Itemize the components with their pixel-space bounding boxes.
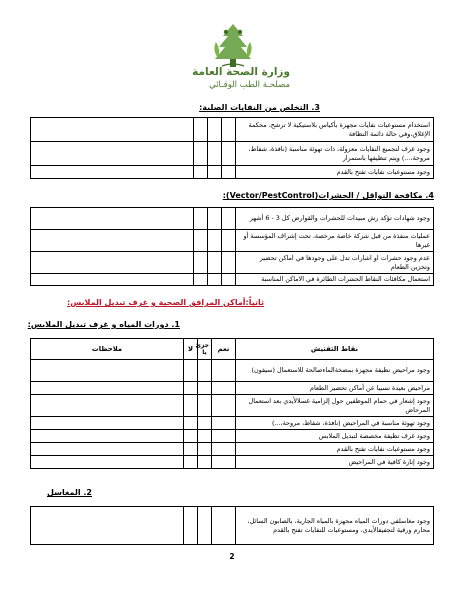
check-cell[interactable] xyxy=(198,395,212,417)
check-cell[interactable] xyxy=(222,252,236,274)
column-header-notes: ملاحظات xyxy=(31,339,184,360)
section-2-heading: 2. المغاسل xyxy=(46,488,92,497)
table-header-row xyxy=(31,339,434,360)
check-cell[interactable] xyxy=(184,395,198,417)
check-cell[interactable] xyxy=(208,208,222,230)
check-cell[interactable] xyxy=(184,456,198,469)
check-cell[interactable] xyxy=(208,252,222,274)
check-cell[interactable] xyxy=(208,274,222,286)
check-cell[interactable] xyxy=(184,417,198,430)
inspection-item: وجود إنارة كافية في المراحيض xyxy=(236,456,434,469)
table-row xyxy=(31,142,434,166)
notes-cell[interactable] xyxy=(31,456,184,469)
table-row xyxy=(31,417,434,430)
table-row xyxy=(31,443,434,456)
table-row xyxy=(31,230,434,252)
notes-cell[interactable] xyxy=(31,430,184,443)
table-row xyxy=(31,208,434,230)
check-cell[interactable] xyxy=(212,507,236,545)
page-number: 2 xyxy=(229,552,235,561)
notes-cell[interactable] xyxy=(31,118,194,142)
part-2-heading: ثانياً:أماكن المرافق الصحية و غرف تبديل الملابس: xyxy=(67,298,264,307)
check-cell[interactable] xyxy=(198,507,212,545)
section-3-heading: 3. التخلص من النفايات الصلبة: xyxy=(199,103,320,112)
notes-cell[interactable] xyxy=(31,507,184,545)
section-1-table xyxy=(30,338,434,469)
inspection-item: وجود مستوعبات نفايات تفتح بالقدم xyxy=(236,443,434,456)
table-row xyxy=(31,360,434,382)
inspection-item: وجود تهوئة مناسبة في المراحيض (نافذة، شفاط، مروحة،...) xyxy=(236,417,434,430)
check-cell[interactable] xyxy=(208,142,222,166)
inspection-item: وجود غرف لتجميع النفايات معزولة، ذات تهوئة مناسبة (نافذة، شفاط، مروحة،...) ويتم تنظيفها باستمرار xyxy=(236,142,434,166)
notes-cell[interactable] xyxy=(31,360,184,382)
check-cell[interactable] xyxy=(198,417,212,430)
column-header-partial: جزئ يا xyxy=(198,339,212,360)
check-cell[interactable] xyxy=(194,230,208,252)
table-row xyxy=(31,252,434,274)
section-4-table xyxy=(30,207,434,286)
check-cell[interactable] xyxy=(222,118,236,142)
table-row xyxy=(31,166,434,179)
notes-cell[interactable] xyxy=(31,142,194,166)
section-4-heading: 4. مكافحة النواقل / الحشرات(Vector/PestControl): xyxy=(222,191,434,200)
check-cell[interactable] xyxy=(194,274,208,286)
check-cell[interactable] xyxy=(212,382,236,395)
inspection-item: عمليات منفذة من قبل شركة خاصة مرخصة، تحت إشراف المؤسسة أو غيرها xyxy=(236,230,434,252)
notes-cell[interactable] xyxy=(31,417,184,430)
check-cell[interactable] xyxy=(194,166,208,179)
check-cell[interactable] xyxy=(194,208,208,230)
table-row xyxy=(31,507,434,545)
check-cell[interactable] xyxy=(198,430,212,443)
inspection-item: وجود إشعار في حمام الموظفين حول إلزامية غسلالأيدي بعد استعمال المرحاض xyxy=(236,395,434,417)
check-cell[interactable] xyxy=(184,382,198,395)
check-cell[interactable] xyxy=(212,430,236,443)
notes-cell[interactable] xyxy=(31,382,184,395)
section-3-table xyxy=(30,117,434,179)
notes-cell[interactable] xyxy=(31,252,194,274)
table-row xyxy=(31,395,434,417)
inspection-item: استخدام مستوعبات نفايات مجهزة بأكياس بلاستيكية لا ترشح، محكمة الإغلاق،وفي حالة دائمة النظافة xyxy=(236,118,434,142)
check-cell[interactable] xyxy=(198,456,212,469)
check-cell[interactable] xyxy=(198,382,212,395)
check-cell[interactable] xyxy=(208,230,222,252)
table-row xyxy=(31,382,434,395)
inspection-item: وجود مستوعبات نفايات تفتح بالقدم xyxy=(236,166,434,179)
column-header-yes: نعم xyxy=(212,339,236,360)
check-cell[interactable] xyxy=(208,118,222,142)
check-cell[interactable] xyxy=(184,430,198,443)
check-cell[interactable] xyxy=(212,443,236,456)
table-row xyxy=(31,430,434,443)
check-cell[interactable] xyxy=(212,417,236,430)
inspection-item: عدم وجود حشرات او اشارات تدل على وجودها في اماكن تحضير وتخزين الطعام xyxy=(236,252,434,274)
notes-cell[interactable] xyxy=(31,395,184,417)
check-cell[interactable] xyxy=(208,166,222,179)
department-name: مصلحـة الطب الوقـائي xyxy=(209,80,290,90)
check-cell[interactable] xyxy=(222,142,236,166)
notes-cell[interactable] xyxy=(31,443,184,456)
inspection-item: وجود مراحيض نظيفة مجهزة بمضخةالماءصالحة للاستعمال (سيفون) xyxy=(236,360,434,382)
section-1-heading: 1. دورات المياه و غرف تبديل الملابس: xyxy=(27,320,180,329)
check-cell[interactable] xyxy=(194,118,208,142)
check-cell[interactable] xyxy=(184,507,198,545)
check-cell[interactable] xyxy=(184,360,198,382)
column-header-item: نقاط التفتيش xyxy=(236,339,434,360)
table-row xyxy=(31,456,434,469)
check-cell[interactable] xyxy=(222,208,236,230)
inspection-item: وجود مغاسلفي دورات المياه مجهزة بالمياه الجارية، بالصابون السائل، محارم ورقية لتجفيفالأيدي، ومستوعبات للنفايات تفتح بالقدم xyxy=(236,507,434,545)
ministry-name: وزارة الصحة العامة xyxy=(192,66,290,78)
notes-cell[interactable] xyxy=(31,166,194,179)
table-row xyxy=(31,118,434,142)
check-cell[interactable] xyxy=(222,274,236,286)
check-cell[interactable] xyxy=(184,443,198,456)
notes-cell[interactable] xyxy=(31,208,194,230)
check-cell[interactable] xyxy=(194,142,208,166)
check-cell[interactable] xyxy=(212,360,236,382)
check-cell[interactable] xyxy=(194,252,208,274)
notes-cell[interactable] xyxy=(31,274,194,286)
check-cell[interactable] xyxy=(222,166,236,179)
inspection-item: مراحيض بعيدة نسبيا عن أماكن تحضير الطعام xyxy=(236,382,434,395)
check-cell[interactable] xyxy=(212,456,236,469)
table-row xyxy=(31,274,434,286)
check-cell[interactable] xyxy=(212,395,236,417)
check-cell[interactable] xyxy=(222,230,236,252)
check-cell[interactable] xyxy=(198,360,212,382)
inspection-item: وجود غرف نظيفة مخصصة لتبديل الملابس xyxy=(236,430,434,443)
inspection-item: استعمال مكافئات النقاط الحشرات الطائرة في الاماكن المناسبة xyxy=(236,274,434,286)
check-cell[interactable] xyxy=(198,443,212,456)
inspection-item: وجود شهادات تؤكد رش مبيدات للحشرات والقوارض كل 3 - 6 أشهر xyxy=(236,208,434,230)
notes-cell[interactable] xyxy=(31,230,194,252)
column-header-no: لا xyxy=(184,339,198,360)
section-2-table xyxy=(30,506,434,545)
